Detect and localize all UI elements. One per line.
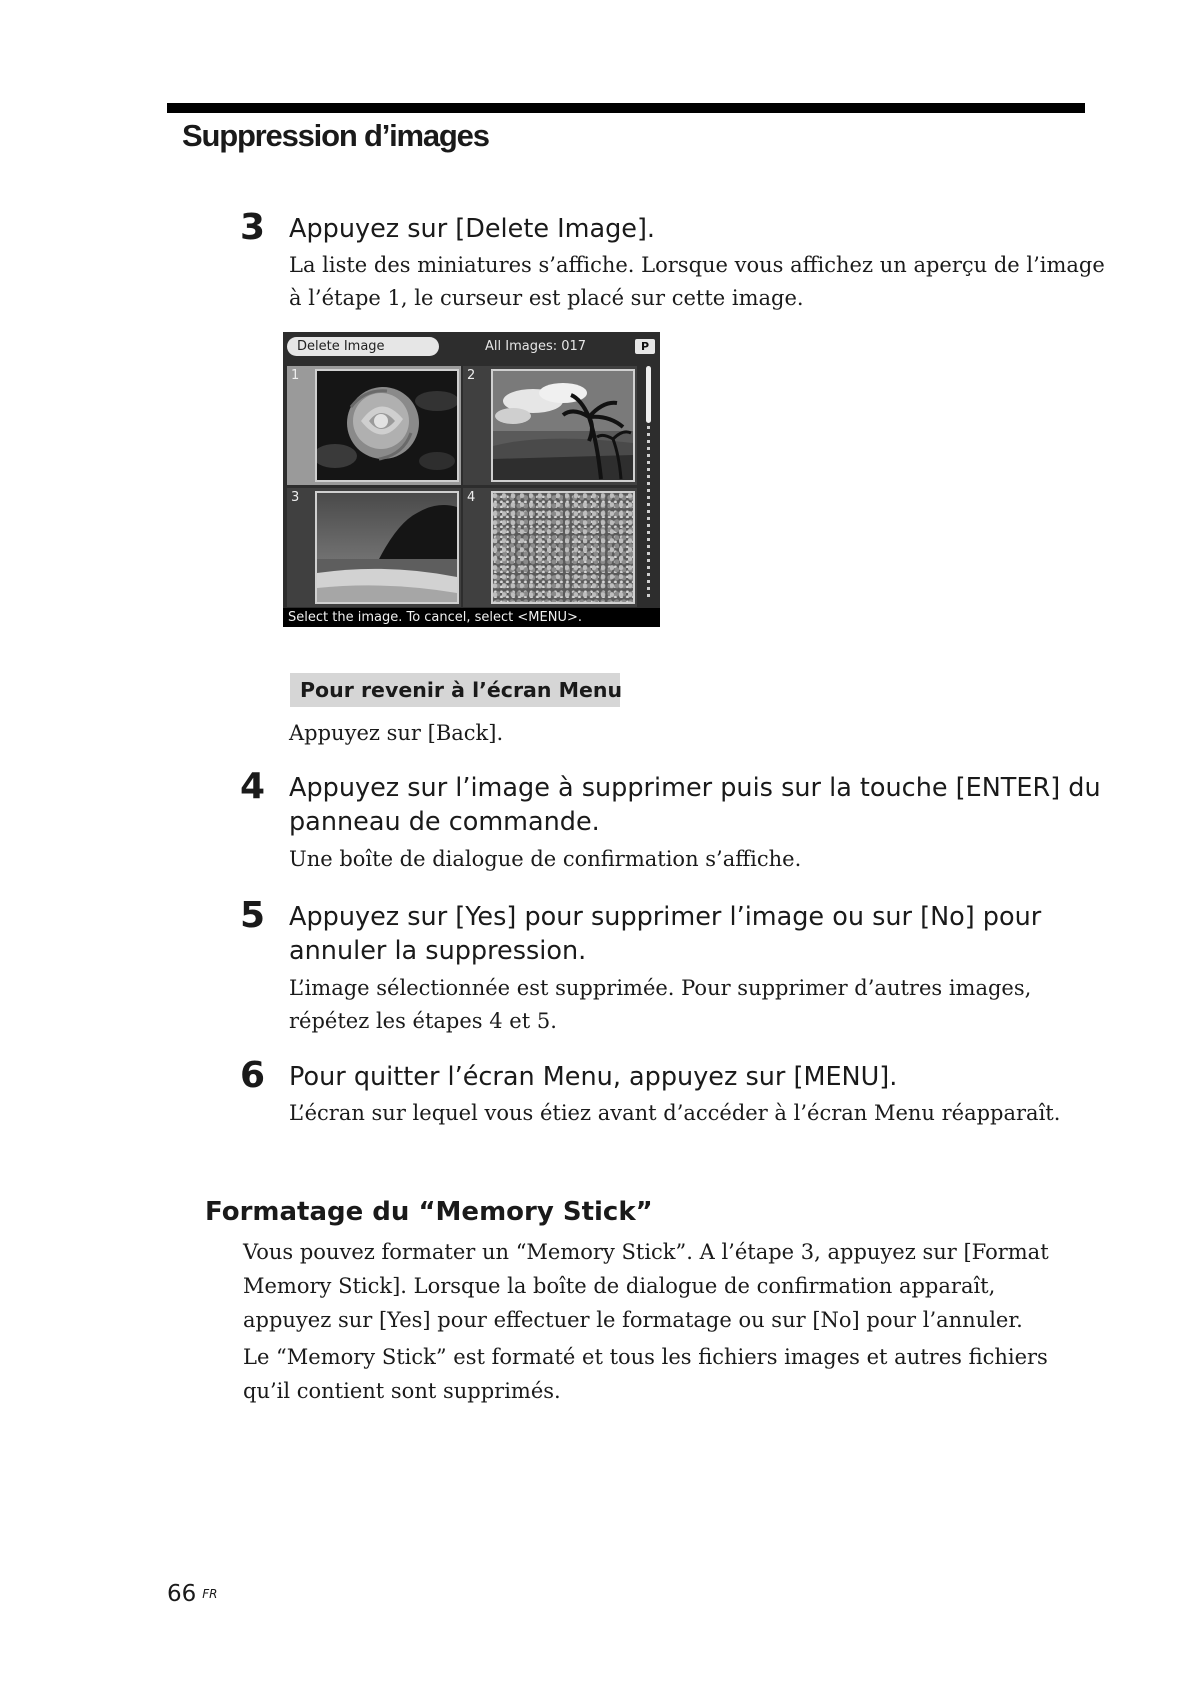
thumbnail-cell[interactable] [463,488,637,607]
thumbnail-cell[interactable] [287,366,461,485]
step-5-heading: Appuyez sur [Yes] pour supprimer l’image ou sur [No] pour annuler la suppression. [289,902,1042,966]
rose-photo-thumbnail [315,369,459,482]
page-number: 66 [167,1581,197,1607]
thumbnail-number: 3 [291,490,300,505]
coastline-photo-thumbnail [315,491,459,604]
screen-title: Delete Image [287,337,439,356]
step-5-body: L’image sélectionnée est supprimée. Pour supprimer d’autres images, répétez les étapes 4 et 5. [289,976,1032,1033]
rose-photo-image [317,371,457,480]
step-5-number: 5 [240,895,266,936]
delete-image-screen [283,332,660,627]
step-3-heading: Appuyez sur [Delete Image]. [289,214,656,244]
format-paragraph-1: Vous pouvez formater un “Memory Stick”. A l’étape 3, appuyez sur [Format Memory Stick]. Lorsque la boîte de dialogue de confirmation apparaît, appuyez sur [Yes] pour effectuer le formatage ou sur [No] pour l’annuler. [243,1240,1049,1332]
step-6-heading: Pour quitter l’écran Menu, appuyez sur [MENU]. [289,1062,898,1092]
format-paragraph-2: Le “Memory Stick” est formaté et tous les fichiers images et autres fichiers qu’il contient sont supprimés. [243,1345,1048,1403]
scroll-track [647,426,650,600]
palm-beach-photo-thumbnail [491,369,635,482]
scroll-thumb[interactable] [646,366,651,423]
step-3-number: 3 [240,207,266,248]
header-rule [167,103,1085,113]
step-3-body: La liste des miniatures s’affiche. Lorsque vous affichez un aperçu de l’image à l’étape 1, le curseur est placé sur cette image. [289,253,1105,310]
subsection-title: Formatage du “Memory Stick” [205,1197,653,1227]
step-4-body: Une boîte de dialogue de confirmation s’affiche. [289,847,802,871]
palm-beach-photo-image [493,371,633,480]
image-count: All Images: 017 [485,339,587,354]
thumbnail-number: 2 [467,368,476,383]
step-6-number: 6 [240,1055,266,1096]
step-4-number: 4 [240,766,266,807]
p-badge-icon: P [635,339,655,354]
step-4-heading: Appuyez sur l’image à supprimer puis sur la touche [ENTER] du panneau de commande. [289,773,1101,837]
flower-field-photo-thumbnail [491,491,635,604]
thumbnail-cell[interactable] [287,488,461,607]
thumbnail-number: 4 [467,490,476,505]
coastline-photo-image [317,493,457,602]
note-title: Pour revenir à l’écran Menu [290,673,620,707]
section-title: Suppression d’images [182,118,489,153]
step-6-body: L’écran sur lequel vous étiez avant d’accéder à l’écran Menu réapparaît. [289,1101,1061,1125]
thumbnail-number: 1 [291,368,300,383]
note-body: Appuyez sur [Back]. [289,721,504,745]
status-bar: Select the image. To cancel, select <MENU>. [283,608,660,627]
scrollbar[interactable] [644,366,652,602]
page-footer [167,1580,218,1608]
page-language: FR [202,1587,218,1601]
thumbnail-cell[interactable] [463,366,637,485]
